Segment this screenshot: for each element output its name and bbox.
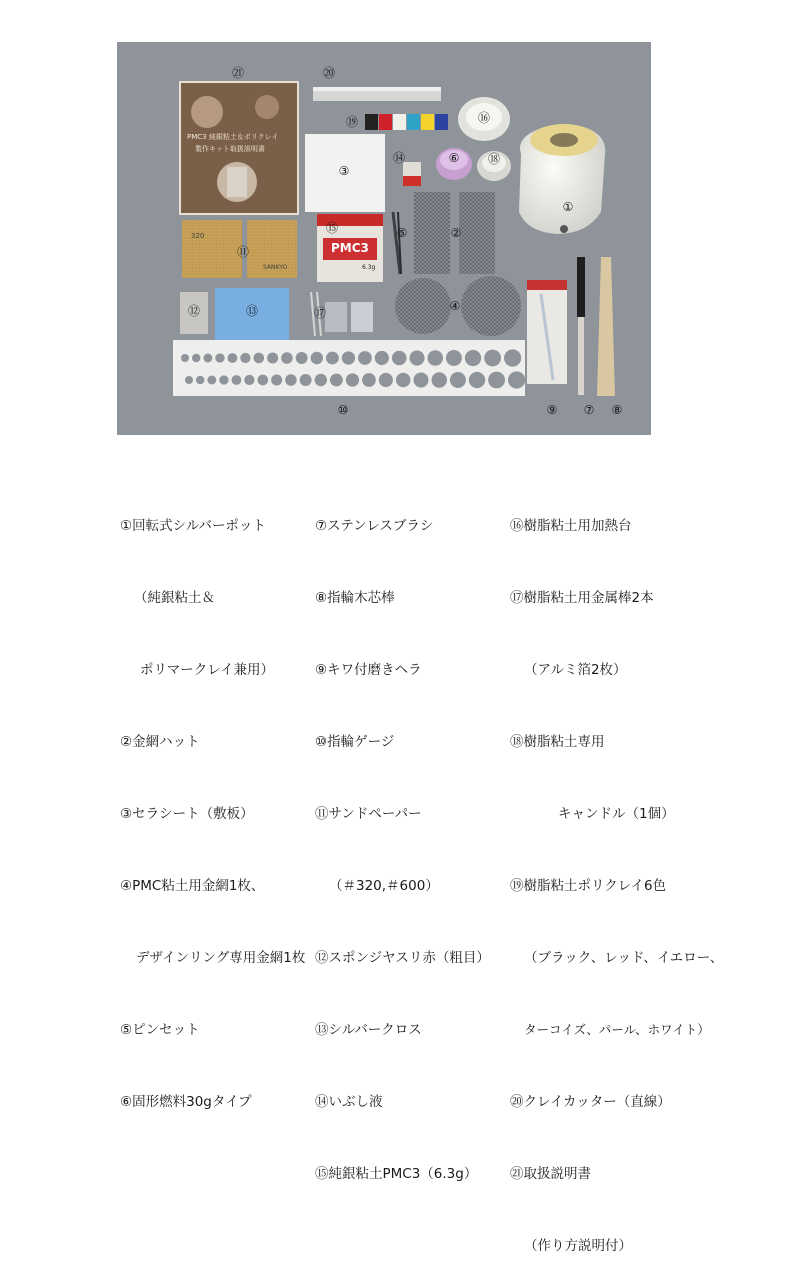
manual-subtitle: 製作キット取扱説明書 bbox=[195, 145, 265, 153]
legend-line: ⑤ピンセット bbox=[120, 1022, 200, 1038]
ring-gauge-hole bbox=[203, 354, 212, 363]
legend-line: ポリマークレイ兼用） bbox=[140, 662, 275, 678]
legend-line: ⑲樹脂粘土ポリクレイ6色 bbox=[510, 878, 667, 894]
legend-line: ㉑取扱説明書 bbox=[510, 1166, 591, 1182]
ring-gauge-hole bbox=[379, 373, 393, 387]
clay-cutter bbox=[313, 87, 441, 101]
ring-gauge-hole bbox=[346, 373, 359, 386]
callout-12: ⑫ bbox=[187, 304, 201, 318]
callout-11: ⑪ bbox=[236, 245, 250, 259]
sandpaper-grit: 320 bbox=[191, 232, 205, 240]
ring-gauge-hole bbox=[508, 371, 525, 388]
ring-gauge-hole bbox=[409, 350, 424, 365]
legend-line: （ブラック、レッド、イエロー、 bbox=[524, 950, 724, 966]
legend-line: ⑱樹脂粘土専用 bbox=[510, 734, 605, 750]
callout-15: ⑮ bbox=[325, 221, 339, 235]
callout-21: ㉑ bbox=[231, 66, 245, 80]
silver-pot bbox=[519, 124, 605, 234]
legend-column-2 bbox=[315, 466, 490, 1210]
legend-line: ⑦ステンレスブラシ bbox=[315, 518, 434, 534]
callout-3: ③ bbox=[338, 164, 350, 178]
ring-gauge-hole bbox=[244, 375, 254, 385]
legend-column-1 bbox=[120, 466, 305, 1138]
legend-line: ⑩指輪ゲージ bbox=[315, 734, 395, 750]
legend-line: デザインリング専用金網1枚 bbox=[136, 950, 306, 966]
legend-line: ⑯樹脂粘土用加熱台 bbox=[510, 518, 632, 534]
callout-9: ⑨ bbox=[546, 403, 558, 417]
ring-gauge-hole bbox=[215, 353, 224, 362]
ring-gauge-hole bbox=[281, 352, 293, 364]
ring-gauge-hole bbox=[228, 353, 238, 363]
legend-line: ターコイズ、パール、ホワイト） bbox=[524, 1022, 710, 1037]
ring-gauge-hole bbox=[181, 354, 189, 362]
ring-mandrel bbox=[597, 257, 615, 396]
ring-gauge-hole bbox=[267, 352, 278, 363]
ring-gauge-hole bbox=[362, 373, 376, 387]
ring-gauge-hole bbox=[192, 354, 200, 362]
callout-10: ⑩ bbox=[337, 403, 349, 417]
ring-gauge-hole bbox=[185, 376, 193, 384]
callout-13: ⑬ bbox=[245, 304, 259, 318]
ring-gauge-hole bbox=[413, 372, 428, 387]
legend-column-3 bbox=[510, 466, 723, 1282]
legend-line: ⑬シルバークロス bbox=[315, 1022, 422, 1038]
callout-8: ⑧ bbox=[611, 403, 623, 417]
ring-gauge-hole bbox=[240, 353, 250, 363]
legend-line: （＃320,＃600） bbox=[329, 878, 439, 894]
callout-6: ⑥ bbox=[448, 151, 460, 165]
legend-line: ⑧指輪木芯棒 bbox=[315, 590, 395, 606]
legend-line: ⑫スポンジヤスリ赤（粗目） bbox=[315, 950, 490, 966]
ring-gauge-hole bbox=[271, 374, 282, 385]
legend-line: （アルミ箔2枚） bbox=[524, 662, 627, 678]
legend-line: ③セラシート（敷板） bbox=[120, 806, 254, 822]
legend-line: ⑰樹脂粘土用金属棒2本 bbox=[510, 590, 654, 606]
legend-line: キャンドル（1個） bbox=[558, 806, 675, 822]
callout-18: ⑱ bbox=[487, 152, 501, 166]
legend-line: ⑳クレイカッター（直線） bbox=[510, 1094, 671, 1110]
callout-19: ⑲ bbox=[345, 115, 359, 129]
product-photo bbox=[117, 42, 651, 435]
ring-gauge bbox=[173, 340, 525, 396]
ring-gauge-hole bbox=[432, 372, 447, 387]
ring-gauge-hole bbox=[253, 353, 264, 364]
ring-gauge-hole bbox=[504, 349, 521, 366]
ring-gauge-hole bbox=[469, 372, 485, 388]
tweezers bbox=[393, 212, 401, 274]
ring-gauge-hole bbox=[396, 373, 411, 388]
legend-line: ②金網ハット bbox=[120, 734, 200, 750]
ring-gauge-hole bbox=[358, 351, 372, 365]
manual-title: PMC3 純銀粘土＆ポリクレイ bbox=[187, 133, 279, 141]
callout-4: ④ bbox=[449, 299, 461, 313]
legend-line: ⑥固形燃料30gタイプ bbox=[120, 1094, 252, 1110]
ring-gauge-hole bbox=[311, 352, 323, 364]
ring-gauge-hole bbox=[446, 350, 462, 366]
clay-pack-label: PMC3 bbox=[331, 241, 369, 255]
callout-16: ⑯ bbox=[477, 111, 491, 125]
legend-line: ⑨キワ付磨きヘラ bbox=[315, 662, 422, 678]
ring-gauge-hole bbox=[300, 374, 312, 386]
ring-gauge-hole bbox=[375, 351, 389, 365]
ring-gauge-hole bbox=[232, 375, 242, 385]
callout-14: ⑭ bbox=[392, 151, 406, 165]
ring-gauge-hole bbox=[450, 372, 466, 388]
ring-gauge-hole bbox=[296, 352, 308, 364]
callout-5: ⑤ bbox=[396, 226, 408, 240]
clay-pack-weight: 6.3g bbox=[362, 264, 376, 271]
stainless-brush bbox=[577, 257, 585, 395]
ring-gauge-hole bbox=[326, 352, 339, 365]
callout-17: ⑰ bbox=[313, 306, 327, 320]
ring-gauge-hole bbox=[207, 376, 216, 385]
legend-line: （純銀粘土＆ bbox=[134, 590, 215, 606]
sandpaper-brand: SANKYO bbox=[263, 264, 288, 271]
ring-gauge-hole bbox=[465, 350, 481, 366]
legend-line: ①回転式シルバーポット bbox=[120, 518, 266, 534]
polishing-spatula bbox=[527, 280, 567, 384]
legend-line: ④PMC粘土用金網1枚、 bbox=[120, 878, 265, 894]
legend-line: ⑮純銀粘土PMC3（6.3g） bbox=[315, 1166, 478, 1182]
ring-gauge-hole bbox=[342, 351, 355, 364]
ring-gauge-hole bbox=[392, 351, 407, 366]
ring-gauge-hole bbox=[488, 372, 505, 389]
callout-2: ② bbox=[450, 226, 462, 240]
ring-gauge-hole bbox=[484, 350, 501, 367]
ring-gauge-hole bbox=[285, 374, 297, 386]
ring-gauge-hole bbox=[219, 375, 228, 384]
smoking-liquid bbox=[403, 162, 421, 186]
ring-gauge-hole bbox=[428, 350, 443, 365]
legend-line: ⑪サンドペーパー bbox=[315, 806, 422, 822]
callout-7: ⑦ bbox=[583, 403, 595, 417]
legend-line: ⑭いぶし液 bbox=[315, 1094, 383, 1110]
ring-gauge-hole bbox=[257, 375, 268, 386]
legend-line: （作り方説明付） bbox=[524, 1238, 632, 1254]
polyclay-six-colors bbox=[365, 114, 448, 130]
ring-gauge-hole bbox=[196, 376, 204, 384]
ring-gauge-hole bbox=[315, 374, 327, 386]
ring-gauge-hole bbox=[330, 374, 343, 387]
callout-20: ⑳ bbox=[322, 66, 336, 80]
callout-1: ① bbox=[562, 200, 574, 214]
